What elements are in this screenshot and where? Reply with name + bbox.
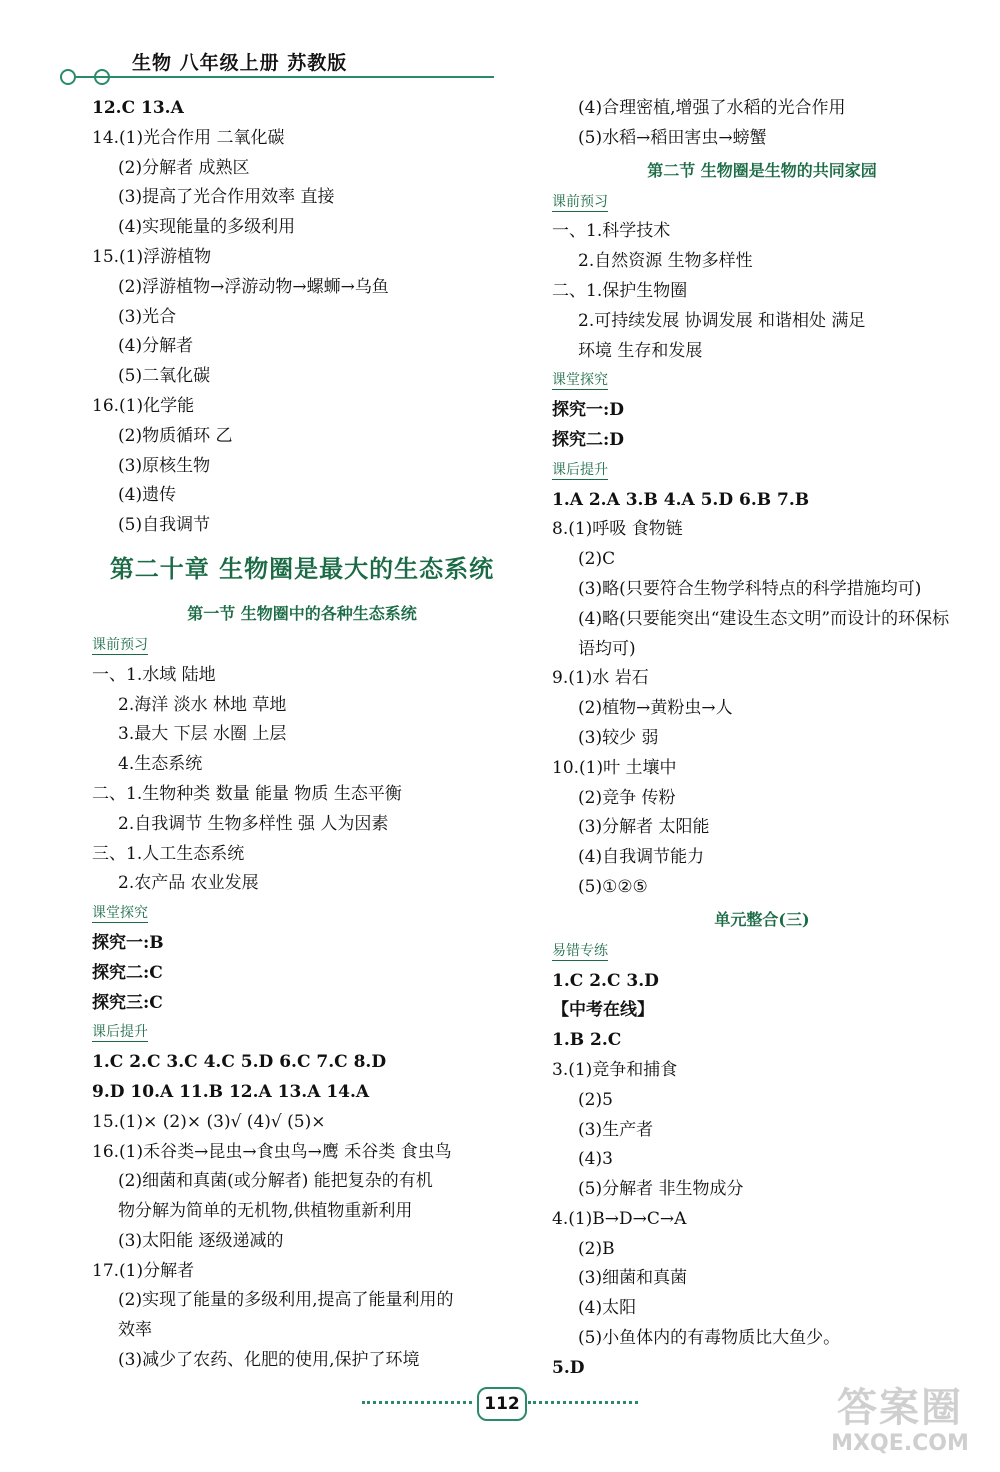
- watermark: [815, 1385, 985, 1465]
- answer-line: 1.B 2.C: [552, 1030, 622, 1051]
- answer-line: 14.(1)光合作用 二氧化碳: [92, 127, 285, 148]
- answer-line: 1.C 2.C 3.C 4.C 5.D 6.C 7.C 8.D: [92, 1052, 387, 1073]
- answer-line: (3)光合: [118, 306, 177, 327]
- footer-dots-left: [362, 1401, 472, 1404]
- answer-line: 探究二:D: [552, 429, 625, 450]
- watermark-logo: 答案圈: [837, 1385, 963, 1431]
- left-column: [92, 94, 512, 1376]
- answer-line: 2.农产品 农业发展: [118, 873, 259, 894]
- answer-line: 三、1.人工生态系统: [92, 843, 245, 864]
- subsection-label-text: 易错专练: [552, 942, 608, 959]
- answer-line: (3)略(只要符合生物学科特点的科学措施均可): [578, 578, 922, 599]
- answer-line: (3)提高了光合作用效率 直接: [118, 187, 335, 208]
- answer-line: 17.(1)分解者: [92, 1260, 195, 1281]
- answer-line: 3.最大 下层 水圈 上层: [118, 724, 287, 745]
- answer-line: 15.(1)× (2)× (3)√ (4)√ (5)×: [92, 1111, 326, 1132]
- answer-line: 2.海洋 淡水 林地 草地: [118, 694, 287, 715]
- answer-line: 1.C 2.C 3.D: [552, 970, 659, 991]
- answer-line: 2.自我调节 生物多样性 强 人为因素: [118, 813, 389, 834]
- page-number: 112: [477, 1387, 527, 1421]
- subsection-label: [552, 937, 972, 967]
- footer-dots-right: [528, 1401, 638, 1404]
- answer-line: 一、1.水域 陆地: [92, 664, 216, 685]
- section-title: 第二节 生物圈是生物的共同家园: [647, 160, 877, 180]
- answer-line: (2)分解者 成熟区: [118, 157, 250, 178]
- answer-line: 10.(1)叶 土壤中: [552, 757, 677, 778]
- subsection-label-text: 课后提升: [92, 1024, 148, 1041]
- answer-line: 5.D: [552, 1357, 585, 1378]
- answer-line: 4.(1)B→D→C→A: [552, 1208, 687, 1229]
- answer-line: (2)竞争 传粉: [578, 787, 676, 808]
- subsection-label-text: 课前预习: [92, 636, 148, 653]
- answer-line: 3.(1)竞争和捕食: [552, 1059, 678, 1080]
- answer-line: 二、1.保护生物圈: [552, 280, 688, 301]
- answer-line: 4.生态系统: [118, 754, 203, 775]
- answer-line: 环境 生存和发展: [578, 340, 703, 361]
- right-column: [552, 94, 972, 1384]
- answer-line: (5)小鱼体内的有毒物质比大鱼少。: [578, 1328, 841, 1349]
- answer-line: (5)分解者 非生物成分: [578, 1179, 744, 1200]
- answer-line: 9.D 10.A 11.B 12.A 13.A 14.A: [92, 1081, 370, 1102]
- answer-line: 探究二:C: [92, 962, 163, 983]
- subsection-label: [552, 456, 972, 486]
- answer-line: (5)二氧化碳: [118, 366, 211, 387]
- answer-line: 探究一:D: [552, 400, 625, 421]
- answer-line: (4)太阳: [578, 1298, 637, 1319]
- answer-line: (2)浮游植物→浮游动物→螺蛳→乌鱼: [118, 276, 389, 297]
- subsection-label-text: 课堂探究: [552, 372, 608, 389]
- answer-line: (4)略(只要能突出“建设生态文明”而设计的环保标: [578, 608, 950, 629]
- answer-line: (4)3: [578, 1149, 613, 1170]
- answer-line: (4)合理密植,增强了水稻的光合作用: [578, 98, 846, 118]
- answer-line: 2.可持续发展 协调发展 和谐相处 满足: [578, 310, 866, 331]
- subsection-label: [92, 1018, 512, 1048]
- answer-line: (2)C: [578, 549, 616, 570]
- answer-line: (5)①②⑤: [578, 876, 648, 897]
- answer-line: (2)物质循环 乙: [118, 425, 233, 446]
- answer-line: (3)较少 弱: [578, 727, 659, 748]
- header-title: 生物 八年级上册 苏教版: [132, 52, 348, 74]
- answer-line: (2)实现了能量的多级利用,提高了能量利用的: [118, 1290, 454, 1311]
- answer-line: 效率: [118, 1320, 152, 1341]
- subsection-label: [552, 366, 972, 396]
- answer-line: 2.自然资源 生物多样性: [578, 251, 753, 272]
- answer-line: 二、1.生物种类 数量 能量 物质 生态平衡: [92, 783, 402, 804]
- answer-line: (3)细菌和真菌: [578, 1268, 688, 1289]
- answer-line: 一、1.科学技术: [552, 221, 671, 242]
- subsection-label-text: 课前预习: [552, 193, 608, 210]
- section-title: 第一节 生物圈中的各种生态系统: [187, 603, 417, 623]
- answer-line: (4)自我调节能力: [578, 847, 705, 868]
- answer-line: 物分解为简单的无机物,供植物重新利用: [118, 1201, 413, 1222]
- answer-line: (2)植物→黄粉虫→人: [578, 698, 733, 719]
- subsection-label: [92, 899, 512, 929]
- section-title: 单元整合(三): [714, 909, 810, 929]
- answer-line: (5)水稻→稻田害虫→螃蟹: [578, 127, 767, 148]
- answer-line: 1.A 2.A 3.B 4.A 5.D 6.B 7.B: [552, 489, 810, 510]
- answer-line: 16.(1)禾谷类→昆虫→食虫鸟→鹰 禾谷类 食虫鸟: [92, 1141, 452, 1162]
- answer-line: 15.(1)浮游植物: [92, 246, 212, 267]
- answer-line: (3)原核生物: [118, 455, 211, 476]
- answer-line: 16.(1)化学能: [92, 395, 195, 416]
- page-header: [60, 48, 500, 88]
- subsection-label: [92, 631, 512, 661]
- answer-line: 8.(1)呼吸 食物链: [552, 519, 683, 540]
- watermark-url: MXQE.COM: [831, 1431, 969, 1456]
- answer-line: 12.C 13.A: [92, 98, 184, 118]
- subsection-label: [552, 188, 972, 218]
- answer-line: 探究三:C: [92, 992, 163, 1013]
- answer-line: (3)减少了农药、化肥的使用,保护了环境: [118, 1350, 420, 1371]
- answer-line: (2)5: [578, 1089, 613, 1110]
- chapter-title: 第二十章 生物圈是最大的生态系统: [109, 553, 495, 583]
- subsection-label-text: 课后提升: [552, 461, 608, 478]
- answer-line: (3)分解者 太阳能: [578, 817, 710, 838]
- answer-line: (4)遗传: [118, 485, 177, 506]
- answer-line: 语均可): [578, 638, 636, 659]
- answer-line: 探究一:B: [92, 932, 164, 953]
- answer-line: (3)太阳能 逐级递减的: [118, 1230, 284, 1251]
- answer-line: (5)自我调节: [118, 515, 211, 536]
- answer-line: 9.(1)水 岩石: [552, 668, 649, 689]
- answer-line: (4)分解者: [118, 336, 194, 357]
- answer-line: 【中考在线】: [552, 1000, 654, 1021]
- answer-line: (4)实现能量的多级利用: [118, 217, 296, 238]
- header-rule: [74, 76, 494, 78]
- subsection-label-text: 课堂探究: [92, 905, 148, 922]
- answer-line: (2)B: [578, 1238, 615, 1259]
- answer-line: (2)细菌和真菌(或分解者) 能把复杂的有机: [118, 1171, 433, 1192]
- answer-line: (3)生产者: [578, 1119, 654, 1140]
